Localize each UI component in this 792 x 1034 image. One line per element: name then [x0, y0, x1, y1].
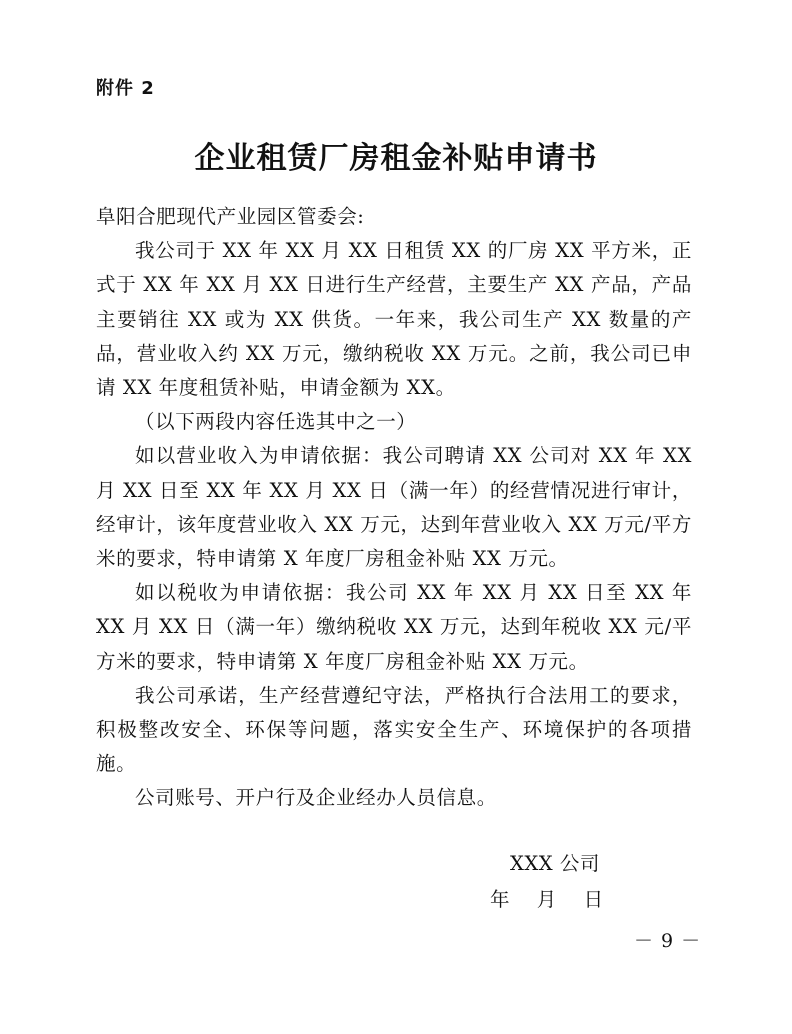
paragraph-choice-note: （以下两段内容任选其中之一） — [135, 410, 417, 434]
page-number: － 9 － — [634, 930, 702, 952]
paragraph-revenue-basis: 如以营业收入为申请依据：我公司聘请 XX 公司对 XX 年 XX 月 XX 日至 XX 年 XX 月 XX 日（满一年）的经营情况进行审计，经审计，该年度营业收入 XX 万元，达到年营业收入 XX 万元/平方米的要求，特申请第 X 年度厂房租金补贴 XX 万元。 — [96, 444, 692, 571]
paragraph-account-info: 公司账号、开户行及企业经办人员信息。 — [135, 786, 497, 810]
salutation: 阜阳合肥现代产业园区管委会: — [96, 205, 365, 228]
attachment-label: 附件 2 — [96, 78, 155, 99]
paragraph-lease-info: 我公司于 XX 年 XX 月 XX 日租赁 XX 的厂房 XX 平方米，正式于 XX 年 XX 月 XX 日进行生产经营，主要生产 XX 产品，产品主要销往 XX 或为 XX 供货。一年来，我公司生产 XX 数量的产品，营业收入约 XX 万元，缴纳税收 XX 万元。之前，我公司已申请 XX 年度租赁补贴，申请金额为 XX。 — [96, 239, 692, 400]
document-title: 企业租赁厂房租金补贴申请书 — [194, 141, 598, 176]
date-line: 年 月 日 — [490, 888, 604, 911]
company-signature: XXX 公司 — [510, 852, 600, 875]
paragraph-commitment: 我公司承诺，生产经营遵纪守法，严格执行合法用工的要求，积极整改安全、环保等问题，落实安全生产、环境保护的各项措施。 — [96, 683, 692, 776]
paragraph-tax-basis: 如以税收为申请依据：我公司 XX 年 XX 月 XX 日至 XX 年 XX 月 XX 日（满一年）缴纳税收 XX 万元，达到年税收 XX 元/平方米的要求，特申请第 X 年度厂房租金补贴 XX 万元。 — [96, 581, 692, 673]
document-body — [96, 200, 692, 816]
